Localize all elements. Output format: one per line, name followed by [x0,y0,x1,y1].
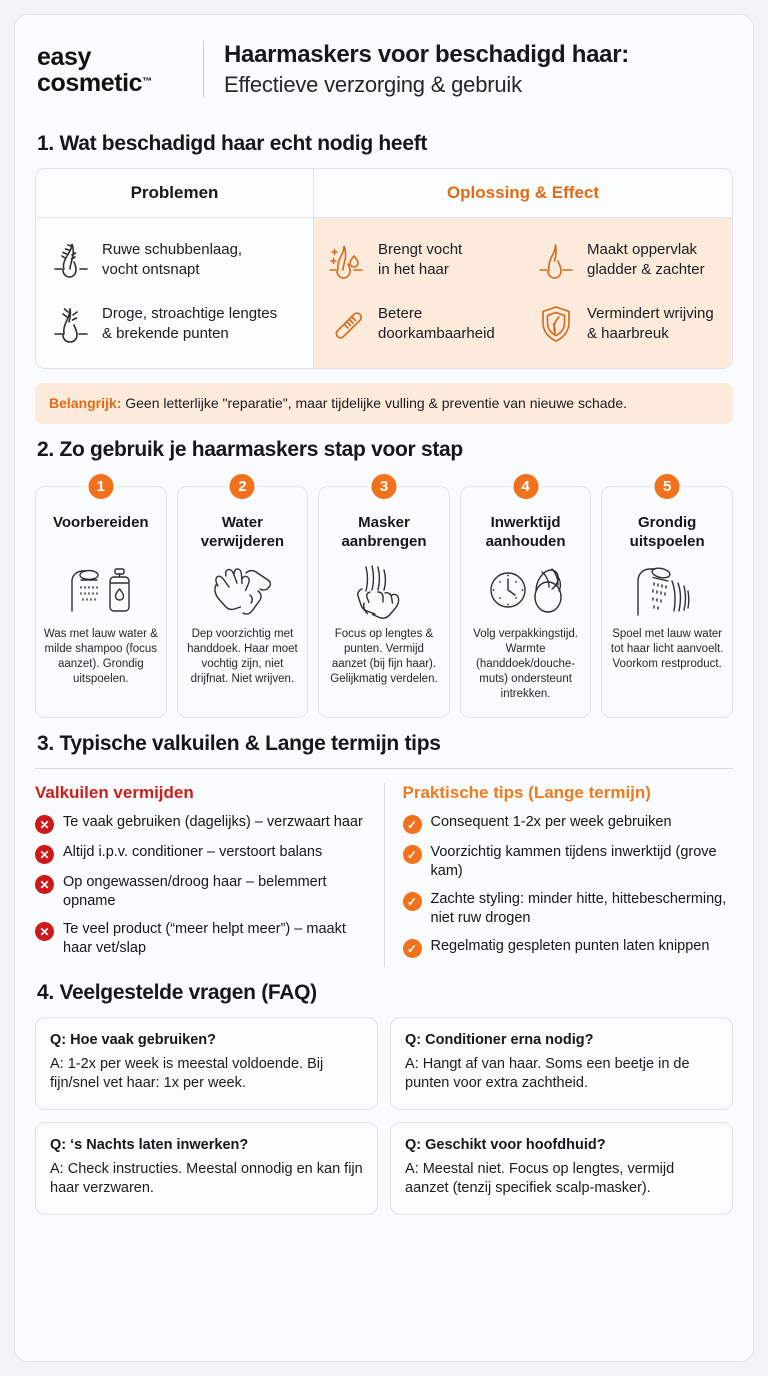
faq-question: Q: Conditioner erna nodig? [405,1032,594,1048]
cell-text [587,304,714,344]
faq-card [390,1122,733,1215]
step-number-badge: 1 [85,471,116,502]
cell-text-line1: Brengt vocht [378,241,463,258]
list-item-label: Op ongewassen/droog haar – belemmert opname [63,874,327,909]
step-card-2 [177,478,309,718]
list-item [35,843,366,864]
cell-text-line1: Droge, stroachtige lengtes [102,305,278,322]
pitfalls-column [35,783,385,967]
list-item [35,920,366,958]
faq-answer: A: 1-2x per week is meestal voldoende. Bij fijn/snel vet haar: 1x per week. [50,1056,324,1091]
step-card-4 [460,478,592,718]
tips-title: Praktische tips (Lange termijn) [402,783,651,802]
check-circle-icon: ✓ [403,892,422,928]
tips-column [385,783,734,967]
cell-text-line1: Betere [378,305,423,322]
important-note [35,383,733,424]
cell-text [378,304,495,344]
cell-text-line2: & brekende punten [102,325,229,342]
section1-heading: 1. Wat beschadigd haar echt nodig heeft [37,132,428,155]
list-item [35,813,366,834]
cell-text [102,304,277,344]
list-item [403,937,734,958]
cell-text-line2: & haarbreuk [587,325,669,342]
page-header [35,15,733,118]
faq-answer: A: Meestal niet. Focus op lengtes, vermijd aanzet (tenzij specifiek scalp-masker). [405,1161,675,1196]
page-subtitle: Effectieve verzorging & gebruik [224,72,522,97]
pitfalls-title: Valkuilen vermijden [35,783,194,802]
cell-text-line1: Vermindert wrijving [587,305,714,322]
check-circle-icon: ✓ [403,845,422,881]
step-title-line2: verwijderen [200,533,285,550]
cell-text-line2: vocht ontsnapt [102,261,200,278]
list-item-label: Consequent 1-2x per week gebruiken [430,814,672,830]
x-circle-icon: ✕ [35,922,54,958]
step-number-badge: 2 [227,471,258,502]
cell-text [102,240,242,280]
follicle-moisture-drop-icon [326,238,368,282]
faq-answer: A: Hangt af van haar. Soms een beetje in de punten voor extra zachtheid. [405,1056,690,1091]
check-circle-icon: ✓ [403,815,422,834]
trademark-symbol: ™ [142,76,153,88]
follicle-smooth-icon [535,238,577,282]
step-number-badge: 3 [368,471,399,502]
cell-text [378,240,462,280]
towel-dry-hands-icon [185,557,301,623]
step-title-line2: aanhouden [485,533,566,550]
cell-text-line2: in het haar [378,261,449,278]
list-item-label: Altijd i.p.v. conditioner – verstoort balans [63,844,323,860]
faq-card [35,1122,378,1215]
faq-answer: A: Check instructies. Meestal onnodig en kan fijn haar verzwaren. [50,1161,363,1196]
step-title-line1: Grondig [638,514,697,531]
page-title: Haarmaskers voor beschadigd haar: [224,41,629,68]
table-row [523,228,732,292]
step-title [326,513,442,551]
section3-heading: 3. Typische valkuilen & Lange termijn tips [37,732,441,755]
brand-logo-line1: easy [37,42,92,71]
table-row [314,228,523,292]
cell-text [587,240,705,280]
hands-applying-mask-icon [326,557,442,623]
comb-icon [326,302,368,346]
section4-heading: 4. Veelgestelde vragen (FAQ) [37,981,317,1004]
step-title-line1: Inwerktijd [490,514,561,531]
hair-follicle-dry-icon [50,302,92,346]
cell-text-line1: Ruwe schubbenlaag, [102,241,243,258]
shield-hair-icon [535,302,577,346]
pitfalls-tips-row [35,768,733,967]
important-note-label: Belangrijk: [49,395,122,411]
list-item-label: Te veel product (“meer helpt meer”) – maakt haar vet/slap [63,921,346,956]
infographic-page [14,14,754,1362]
solutions-column [314,218,732,368]
list-item-label: Regelmatig gespleten punten laten knippen [430,938,710,954]
step-title [185,513,301,551]
step-number-badge: 5 [652,471,683,502]
x-circle-icon: ✕ [35,845,54,864]
table-header-problems: Problemen [36,169,314,217]
steps-row [35,478,733,718]
step-text: Dep voorzichtig met handdoek. Haar moet vochtig zijn, niet drijfnat. Niet wrijven. [187,628,298,685]
faq-question: Q: Hoe vaak gebruiken? [50,1032,216,1048]
brand-logo [37,44,203,96]
table-header-solutions: Oplossing & Effect [446,183,600,202]
brand-logo-line2: cosmetic [37,68,143,97]
list-item [403,813,734,834]
table-row [36,228,313,292]
header-titles [224,39,731,100]
step-title [609,513,725,551]
step-title [43,513,159,551]
step-title [468,513,584,551]
cell-text-line2: doorkambaarheid [378,325,495,342]
header-divider [203,41,204,98]
list-item [35,873,366,911]
step-title-line2: uitspoelen [629,533,705,550]
shower-rinse-icon [609,557,725,623]
step-title-line1: Water [221,514,263,531]
check-circle-icon: ✓ [403,939,422,958]
list-item-label: Zachte styling: minder hitte, hittebescherming, niet ruw drogen [430,891,727,926]
step-text: Was met lauw water & milde shampoo (focus aanzet). Grondig uitspoelen. [43,628,158,685]
step-title-line2: aanbrengen [341,533,427,550]
step-title-line1: Voorbereiden [53,514,149,531]
important-note-text: Geen letterlijke "reparatie", maar tijdelijke vulling & preventie van nieuwe schade. [125,395,628,411]
step-title-line1: Masker [358,514,410,531]
hair-follicle-damaged-icon [50,238,92,282]
x-circle-icon: ✕ [35,875,54,911]
step-card-5 [601,478,733,718]
step-text: Volg verpakkingstijd. Warmte (handdoek/douche-muts) ondersteunt intrekken. [473,628,578,700]
shower-shampoo-icon [43,557,159,623]
list-item [403,843,734,881]
section2-heading: 2. Zo gebruik je haarmaskers stap voor stap [37,438,463,461]
table-row [523,292,732,356]
x-circle-icon: ✕ [35,815,54,834]
table-row [314,292,523,356]
table-body [36,218,732,368]
table-row [36,292,313,356]
step-text: Spoel met lauw water tot haar licht aanvoelt. Voorkom restproduct. [610,628,724,670]
problems-column [36,218,314,368]
problems-solutions-table [35,168,733,369]
list-item [403,890,734,928]
cell-text-line1: Maakt oppervlak [587,241,698,258]
step-number-badge: 4 [510,471,541,502]
list-item-label: Te vaak gebruiken (dagelijks) – verzwaart haar [63,814,363,830]
step-card-3 [318,478,450,718]
faq-card [35,1017,378,1110]
cell-text-line2: gladder & zachter [587,261,705,278]
faq-question: Q: Geschikt voor hoofdhuid? [405,1137,606,1153]
faq-question: Q: ‘s Nachts laten inwerken? [50,1137,249,1153]
faq-card [390,1017,733,1110]
clock-towel-wrap-icon [468,557,584,623]
step-card-1 [35,478,167,718]
list-item-label: Voorzichtig kammen tijdens inwerktijd (grove kam) [430,844,717,879]
step-text: Focus op lengtes & punten. Vermijd aanzet (bij fijn haar). Gelijkmatig verdelen. [330,628,438,685]
table-header-row [36,169,732,218]
faq-grid [35,1017,733,1215]
